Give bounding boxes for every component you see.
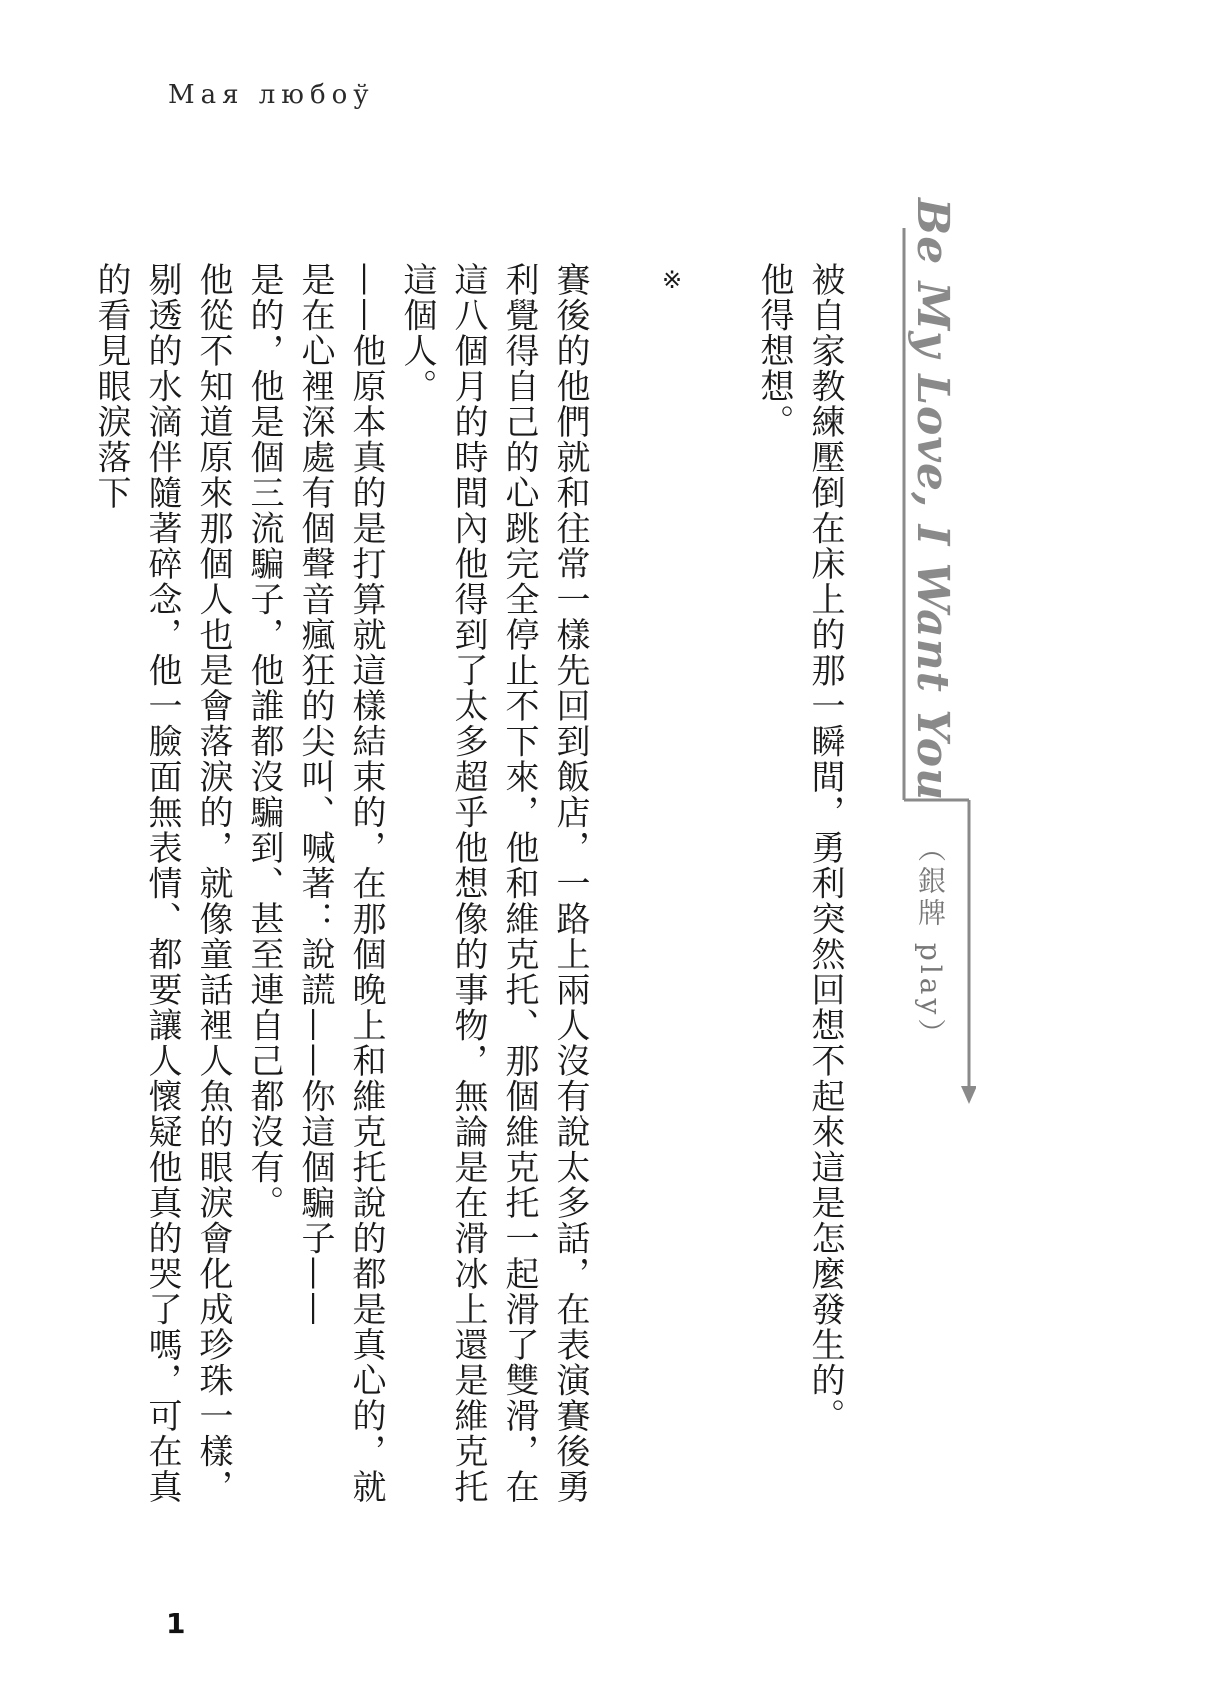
- page-number: 1: [166, 1607, 186, 1640]
- paragraph: 賽後的他們就和往常一樣先回到飯店，一路上兩人沒有說太多話，在表演賽後勇利覺得自己的心跳完全停止不下來，他和維克托、那個維克托一起滑了雙滑，在這八個月的時間內他得到了太多超乎他想像的事物，無論是在滑冰上還是維克托這個人。: [397, 262, 590, 1505]
- paragraph: ——他原本真的是打算就這樣結束的，在那個晚上和維克托說的都是真心的，就是在心裡深處有個聲音瘋狂的尖叫、喊著：說謊——你這個騙子——: [295, 262, 386, 1505]
- paragraph: 是的，他是個三流騙子，他誰都沒騙到、甚至連自己都沒有。: [244, 262, 284, 1221]
- blank-line: [595, 262, 646, 1522]
- body-text: [91, 262, 850, 1522]
- chapter-title: Be My Love, I Want You: [907, 198, 958, 802]
- blank-line: [697, 262, 748, 1522]
- chapter-subtitle: （銀牌 play）: [914, 834, 947, 1051]
- scene-break: ※: [658, 266, 686, 296]
- running-header: Мая любоў: [168, 80, 375, 110]
- title-rule-arrow: [902, 228, 976, 1108]
- paragraph: 他得想想。: [754, 262, 794, 440]
- paragraph: 被自家教練壓倒在床上的那一瞬間，勇利突然回想不起來這是怎麼發生的。: [805, 262, 845, 1434]
- paragraph: 他從不知道原來那個人也是會落淚的，就像童話裡人魚的眼淚會化成珍珠一樣，剔透的水滴伴隨著碎念，他一臉面無表情、都要讓人懷疑他真的哭了嗎，可在真的看見眼淚落下: [91, 262, 233, 1505]
